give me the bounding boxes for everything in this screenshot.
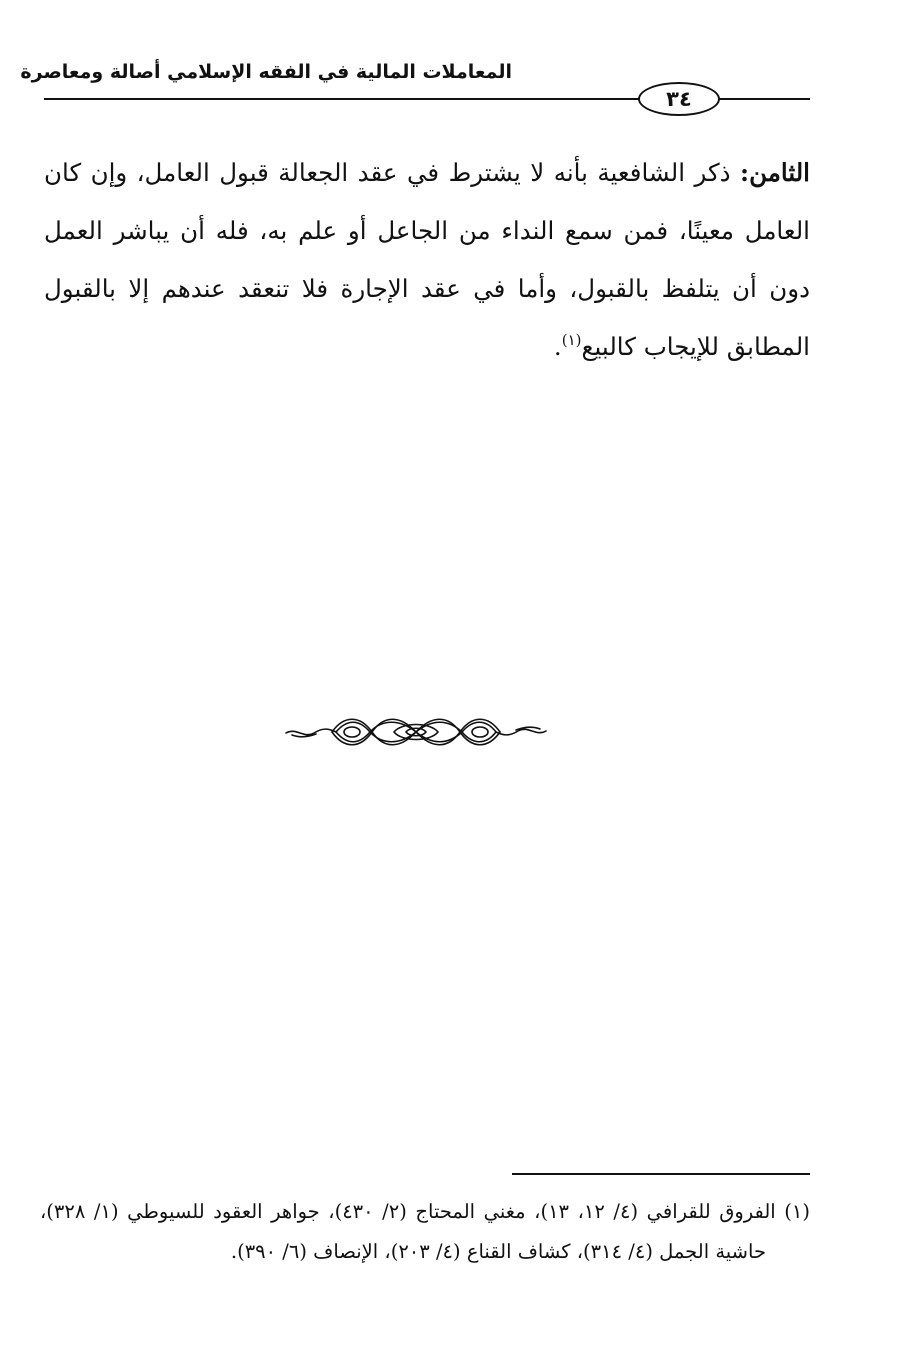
paragraph-text: ذكر الشافعية بأنه لا يشترط في عقد الجعالة قبول العامل، وإن كان العامل معينًا، فمن سمع النداء من الجاعل أو علم به، فله أن يباشر العمل دون أن يتلفظ بالقبول، وأما في عقد الإجارة فلا تنعقد عندهم إلا بالقبول المطابق للإيجاب كالبيع — [44, 158, 810, 361]
decorative-divider-icon — [282, 707, 550, 757]
paragraph-lead: الثامن: — [740, 158, 810, 187]
footnote-reference: (١) — [561, 331, 582, 349]
footnote: (١) الفروق للقرافي (٤/ ١٢، ١٣)، مغني المحتاج (٢/ ٤٣٠)، جواهر العقود للسيوطي (١/ ٣٢٨)، حاشية الجمل (٤/ ٣١٤)، كشاف القناع (٤/ ٢٠٣)، الإنصاف (٦/ ٣٩٠). — [40, 1200, 810, 1263]
running-title: المعاملات المالية في الفقه الإسلامي أصالة ومعاصرة — [20, 61, 512, 83]
header-rule-left — [44, 98, 640, 100]
paragraph-end: . — [553, 332, 562, 361]
header-rule-right — [718, 98, 810, 100]
footnote-separator — [512, 1173, 810, 1175]
body-paragraph — [44, 144, 810, 376]
page-number: ٣٤ — [638, 82, 720, 116]
